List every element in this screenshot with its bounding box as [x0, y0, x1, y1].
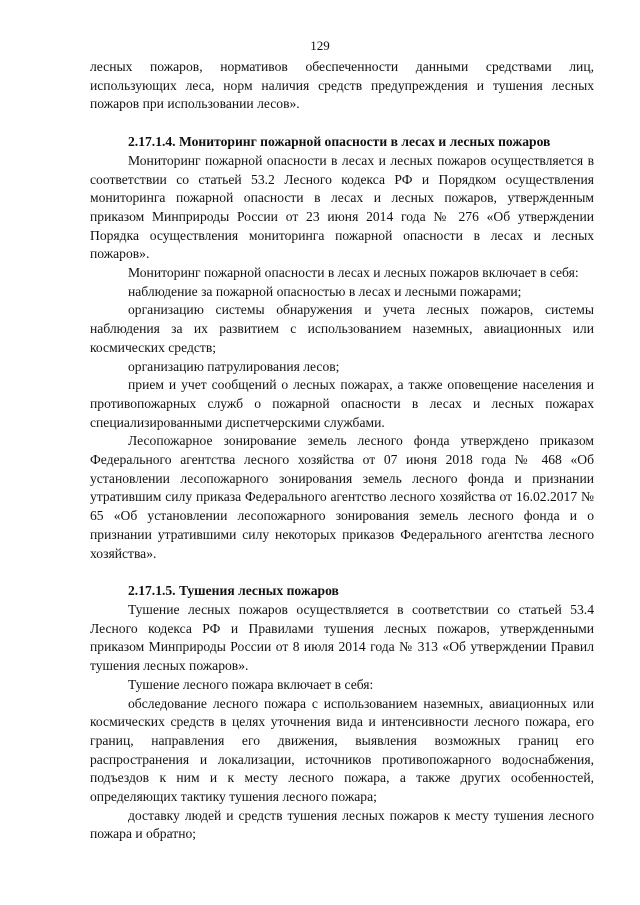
paragraph-monitoring-2: Мониторинг пожарной опасности в лесах и лесных пожаров включает в себя:: [128, 265, 579, 281]
list-item-monitoring-2: организацию системы обнаружения и учета лесных пожаров, системы наблюдения за их развитием с использованием наземных, авиационных или космических средств;: [90, 302, 594, 355]
section-heading-extinguishing: 2.17.1.5. Тушения лесных пожаров: [128, 583, 339, 599]
list-item-monitoring-3: организацию патрулирования лесов;: [128, 358, 340, 374]
paragraph-monitoring-1: Мониторинг пожарной опасности в лесах и лесных пожаров осуществляется в соответствии со статьей 53.2 Лесного кодекса РФ и Порядком осуществления мониторинга пожарной опасности в лесах и лесных пожаров, утвержденным приказом Минприроды России от 23 июня 2014 года № 276 «Об утверждении Порядка осуществления мониторинга пожарной опасности в лесах и лесных пожаров».: [90, 152, 594, 262]
list-item-monitoring-1: наблюдение за пожарной опасностью в лесах и лесными пожарами;: [128, 283, 522, 299]
page-number: 129: [310, 38, 330, 53]
paragraph-extinguishing-2: Тушение лесного пожара включает в себя:: [128, 676, 374, 692]
paragraph-top: лесных пожаров, нормативов обеспеченности данными средствами лиц, использующих леса, норм наличия средств предупреждения и тушения лесных пожаров при использовании лесов».: [90, 59, 594, 112]
list-item-extinguishing-2: доставку людей и средств тушения лесных пожаров к месту тушения лесного пожара и обратно;: [90, 807, 594, 842]
document-body: [90, 58, 594, 844]
list-item-extinguishing-1: обследование лесного пожара с использованием наземных, авиационных или космических средств в целях уточнения вида и интенсивности лесного пожара, его границ, направления его движения, выявления возможных границ его распространения и локализации, источников противопожарного водоснабжения, подъездов к ним и к месту лесного пожара, а также других особенностей, определяющих тактику тушения лесного пожара;: [90, 695, 594, 805]
paragraph-extinguishing-1: Тушение лесных пожаров осуществляется в соответствии со статьей 53.4 Лесного кодекса РФ и Правилами тушения лесных пожаров, утвержденными приказом Минприроды России от 8 июля 2014 года № 313 «Об утверждении Правил тушения лесных пожаров».: [90, 601, 594, 674]
section-heading-monitoring: 2.17.1.4. Мониторинг пожарной опасности в лесах и лесных пожаров: [128, 134, 551, 150]
paragraph-zoning: Лесопожарное зонирование земель лесного фонда утверждено приказом Федерального агентства лесного хозяйства от 07 июня 2018 года № 468 «Об установлении лесопожарного зонирования земель лесного фонда и признании утратившим силу приказа Федерального агентство лесного хозяйства от 16.02.2017 № 65 «Об установлении лесопожарного зонирования земель лесного фонда и о признании утратившими силу некоторых приказов Федерального агентства лесного хозяйства».: [90, 433, 594, 561]
list-item-monitoring-4: прием и учет сообщений о лесных пожарах, а также оповещение населения и противопожарных служб о пожарной опасности в лесах и лесных пожарах специализированными диспетчерскими службами.: [90, 377, 594, 430]
